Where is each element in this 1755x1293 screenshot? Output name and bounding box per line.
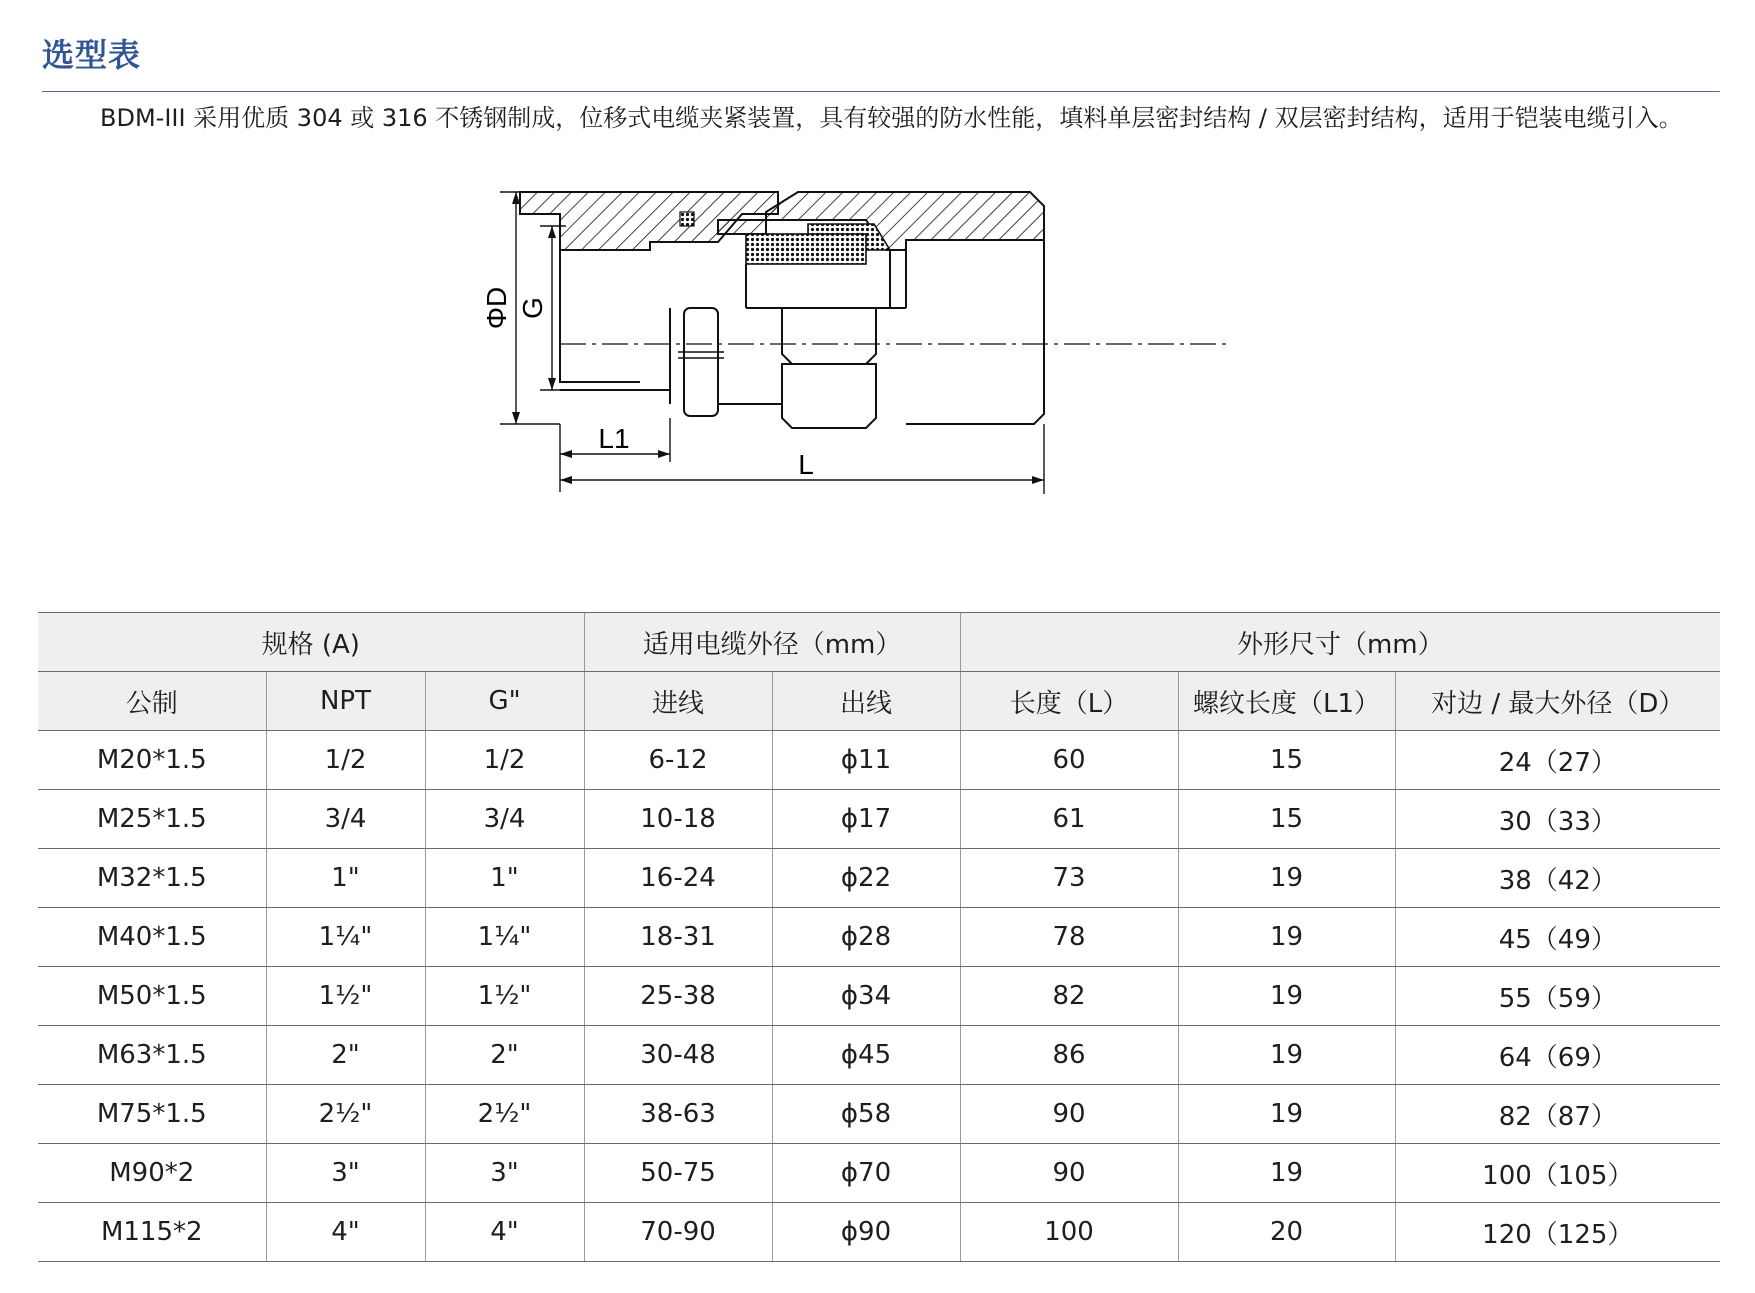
header-length: 长度（L） [960, 672, 1178, 731]
header-spec: 规格 (A) [38, 613, 584, 672]
cell-len: 60 [960, 731, 1178, 790]
cell-in: 6-12 [584, 731, 772, 790]
cell-in: 50-75 [584, 1144, 772, 1203]
dim-label-d: ΦD [481, 286, 512, 330]
cell-len: 100 [960, 1203, 1178, 1262]
hex-cap [782, 308, 876, 364]
cell-g: 1¼" [425, 908, 584, 967]
title-divider [42, 91, 1720, 92]
cell-out: ϕ70 [772, 1144, 960, 1203]
cell-thread: 19 [1178, 1144, 1395, 1203]
cell-g: 1/2 [425, 731, 584, 790]
cell-g: 1½" [425, 967, 584, 1026]
cell-thread: 15 [1178, 731, 1395, 790]
cell-in: 16-24 [584, 849, 772, 908]
cell-metric: M115*2 [38, 1203, 266, 1262]
cell-len: 90 [960, 1144, 1178, 1203]
cell-metric: M25*1.5 [38, 790, 266, 849]
cell-across: 30（33） [1395, 790, 1720, 849]
cell-in: 30-48 [584, 1026, 772, 1085]
group-header-row [38, 613, 1720, 672]
table-row [38, 1085, 1720, 1144]
header-thread-length: 螺纹长度（L1） [1178, 672, 1395, 731]
cell-npt: 3/4 [266, 790, 425, 849]
table-row [38, 1026, 1720, 1085]
table-row [38, 790, 1720, 849]
cell-npt: 1" [266, 849, 425, 908]
cell-npt: 1¼" [266, 908, 425, 967]
selection-table [38, 612, 1720, 1262]
clamp-slot [684, 308, 718, 416]
cell-in: 70-90 [584, 1203, 772, 1262]
cell-g: 1" [425, 849, 584, 908]
cell-len: 73 [960, 849, 1178, 908]
dim-label-g: G [517, 297, 548, 319]
table-row [38, 1144, 1720, 1203]
table-row [38, 849, 1720, 908]
cell-thread: 19 [1178, 849, 1395, 908]
cell-across: 45（49） [1395, 908, 1720, 967]
cell-g: 4" [425, 1203, 584, 1262]
cell-across: 120（125） [1395, 1203, 1720, 1262]
cell-out: ϕ45 [772, 1026, 960, 1085]
cell-across: 82（87） [1395, 1085, 1720, 1144]
cell-out: ϕ58 [772, 1085, 960, 1144]
table-row [38, 908, 1720, 967]
cell-npt: 1½" [266, 967, 425, 1026]
cell-metric: M50*1.5 [38, 967, 266, 1026]
header-metric: 公制 [38, 672, 266, 731]
table-row [38, 1203, 1720, 1262]
cell-metric: M63*1.5 [38, 1026, 266, 1085]
cell-across: 100（105） [1395, 1144, 1720, 1203]
cell-out: ϕ28 [772, 908, 960, 967]
cell-thread: 15 [1178, 790, 1395, 849]
cell-g: 2" [425, 1026, 584, 1085]
sub-header-row [38, 672, 1720, 731]
header-outlet: 出线 [772, 672, 960, 731]
cell-thread: 19 [1178, 967, 1395, 1026]
cell-len: 86 [960, 1026, 1178, 1085]
table-row [38, 967, 1720, 1026]
cell-across: 64（69） [1395, 1026, 1720, 1085]
cell-npt: 1/2 [266, 731, 425, 790]
header-inlet: 进线 [584, 672, 772, 731]
cell-thread: 19 [1178, 1026, 1395, 1085]
cell-in: 25-38 [584, 967, 772, 1026]
neck-section [718, 220, 766, 234]
cell-npt: 3" [266, 1144, 425, 1203]
cell-across: 55（59） [1395, 967, 1720, 1026]
table-row [38, 731, 1720, 790]
cell-in: 38-63 [584, 1085, 772, 1144]
cell-in: 10-18 [584, 790, 772, 849]
cell-g: 3/4 [425, 790, 584, 849]
header-across-flats: 对边 / 最大外径（D） [1395, 672, 1720, 731]
packing-lower [746, 234, 866, 264]
cell-out: ϕ34 [772, 967, 960, 1026]
cell-len: 90 [960, 1085, 1178, 1144]
cell-out: ϕ22 [772, 849, 960, 908]
cell-out: ϕ17 [772, 790, 960, 849]
cell-len: 61 [960, 790, 1178, 849]
header-cable-diameter: 适用电缆外径（mm） [584, 613, 960, 672]
header-g: G" [425, 672, 584, 731]
seal-ring [680, 212, 694, 226]
cell-in: 18-31 [584, 908, 772, 967]
page-title: 选型表 [42, 36, 142, 74]
intro-paragraph: BDM-III 采用优质 304 或 316 不锈钢制成，位移式电缆夹紧装置，具有较强的防水性能，填料单层密封结构 / 双层密封结构，适用于铠装电缆引入。 [100, 104, 1683, 132]
cell-npt: 4" [266, 1203, 425, 1262]
cell-thread: 19 [1178, 1085, 1395, 1144]
table-body [38, 731, 1720, 1262]
cell-metric: M20*1.5 [38, 731, 266, 790]
header-dimensions: 外形尺寸（mm） [960, 613, 1720, 672]
cell-g: 2½" [425, 1085, 584, 1144]
cell-across: 38（42） [1395, 849, 1720, 908]
cell-len: 78 [960, 908, 1178, 967]
cell-metric: M90*2 [38, 1144, 266, 1203]
cell-metric: M75*1.5 [38, 1085, 266, 1144]
cable-gland-drawing [481, 192, 1240, 562]
cell-across: 24（27） [1395, 731, 1720, 790]
cell-thread: 20 [1178, 1203, 1395, 1262]
cell-npt: 2" [266, 1026, 425, 1085]
cell-metric: M40*1.5 [38, 908, 266, 967]
cell-out: ϕ90 [772, 1203, 960, 1262]
cell-thread: 19 [1178, 908, 1395, 967]
dim-label-l: L [798, 449, 814, 480]
cell-len: 82 [960, 967, 1178, 1026]
header-npt: NPT [266, 672, 425, 731]
cell-out: ϕ11 [772, 731, 960, 790]
cell-g: 3" [425, 1144, 584, 1203]
cell-npt: 2½" [266, 1085, 425, 1144]
dim-label-l1: L1 [598, 423, 630, 454]
cell-metric: M32*1.5 [38, 849, 266, 908]
